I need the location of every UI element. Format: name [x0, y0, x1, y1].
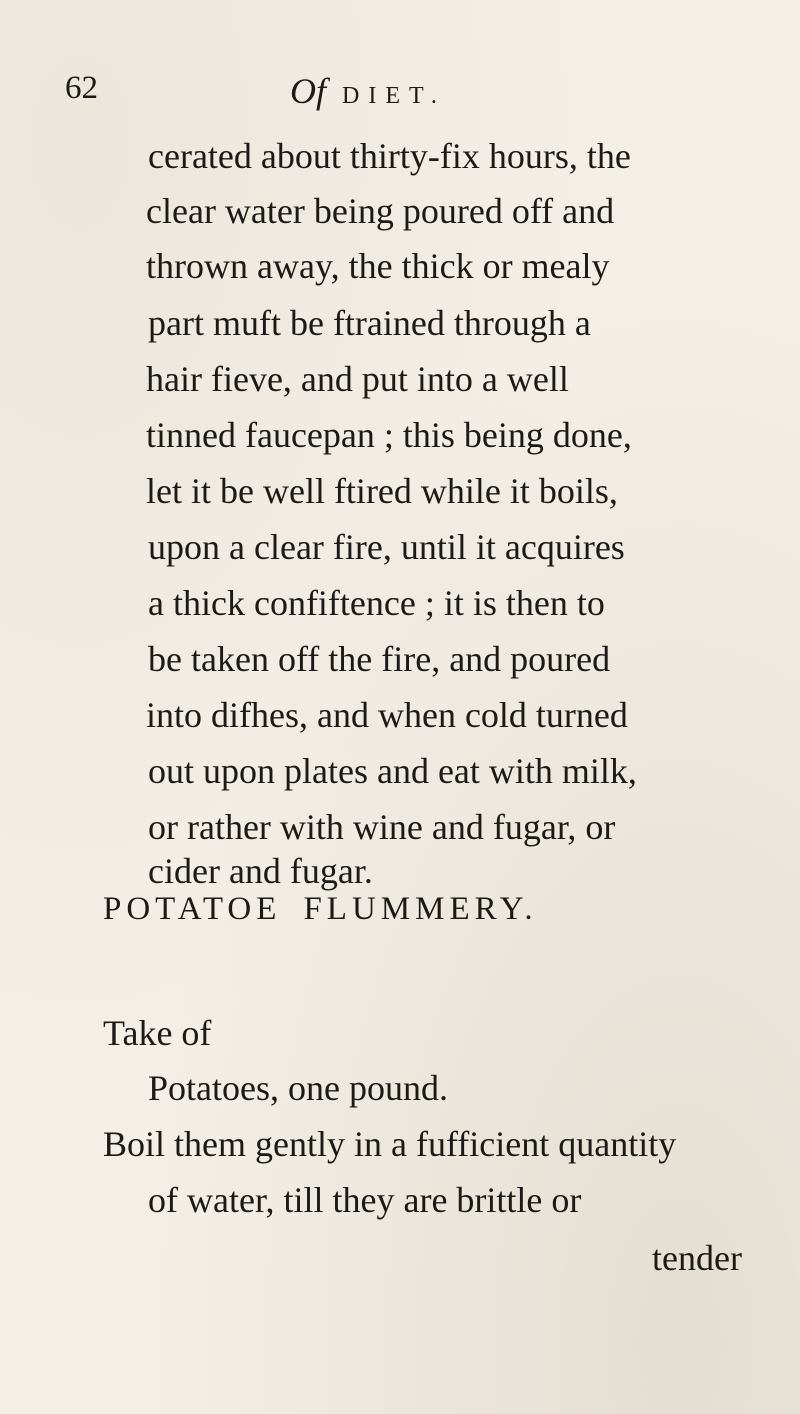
- paragraph-line: tinned faucepan ; this being done,: [146, 415, 632, 455]
- running-title: [290, 70, 446, 112]
- take-of-line: Take of: [103, 1013, 212, 1053]
- running-title-main: DIET.: [342, 83, 446, 109]
- page-number: 62: [65, 70, 98, 106]
- paragraph-line: hair fieve, and put into a well: [146, 359, 569, 399]
- paragraph-line: cider and fugar.: [148, 851, 373, 891]
- paragraph-line: or rather with wine and fugar, or: [148, 807, 616, 847]
- recipe-heading: [103, 893, 538, 926]
- paragraph-line: a thick confiftence ; it is then to: [148, 583, 605, 623]
- paragraph-line: into difhes, and when cold turned: [146, 695, 628, 735]
- ingredient-line: Potatoes, one pound.: [148, 1068, 448, 1108]
- paragraph-line: cerated about thirty-fix hours, the: [148, 136, 631, 176]
- recipe-heading-word2: FLUMMERY.: [303, 891, 538, 927]
- paragraph-line: thrown away, the thick or mealy: [146, 246, 610, 286]
- paragraph-line: be taken off the fire, and poured: [148, 639, 611, 679]
- running-title-prefix: Of: [290, 71, 326, 111]
- paragraph-line: part muft be ftrained through a: [148, 303, 591, 343]
- running-header: [65, 70, 765, 120]
- instruction-line: of water, till they are brittle or: [148, 1180, 582, 1220]
- recipe-heading-word1: POTATOE: [103, 891, 282, 927]
- paragraph-line: clear water being poured off and: [146, 191, 615, 231]
- paragraph-line: out upon plates and eat with milk,: [148, 751, 637, 791]
- catchword: tender: [652, 1238, 742, 1278]
- paragraph-line: let it be well ftired while it boils,: [146, 471, 618, 511]
- paragraph-line: upon a clear fire, until it acquires: [148, 527, 625, 567]
- instruction-line: Boil them gently in a fufficient quantity: [103, 1124, 677, 1164]
